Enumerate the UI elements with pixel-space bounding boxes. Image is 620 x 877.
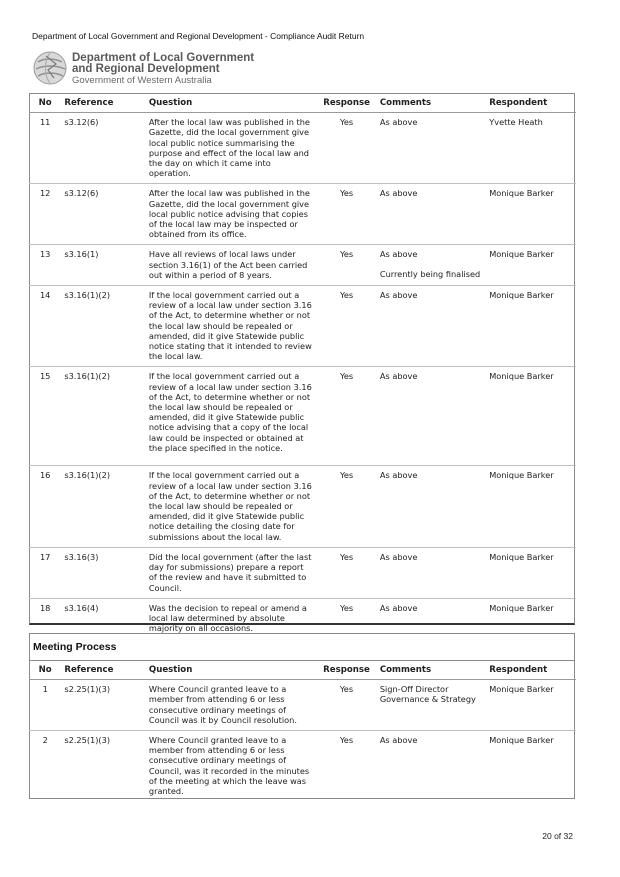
row-question: If the local government carried out a review of a local law under section 3.16 of the Act, to determine whether or not the local law should be repealed or amended, did it give Statewide public notice advising that a copy of the local law could be inspected or obtained at the place specified in the notice.	[148, 371, 312, 453]
row-respondent: Monique Barker	[489, 188, 554, 199]
row-reference: s3.12(6)	[64, 117, 99, 128]
row-reference: s3.16(1)(2)	[64, 290, 111, 301]
row-reference: s3.16(1)	[64, 249, 99, 260]
row-comments	[377, 245, 486, 286]
header-response: Response	[323, 98, 370, 108]
logo-line-3: Government of Western Australia	[72, 75, 212, 86]
row-no: 2	[42, 735, 48, 746]
row-question: After the local law was published in the Gazette, did the local government give local public notice advising that copies of the local law may be inspected or obtained from its office.	[148, 188, 310, 240]
header-question: Question	[148, 98, 193, 108]
row-question: Have all reviews of local laws under section 3.16(1) of the Act been carried out within a period of 8 years.	[148, 249, 308, 280]
row-question: If the local government carried out a review of a local law under section 3.16 of the Act, to determine whether or not the local law should be repealed or amended, did it give Statewide public notice detailing the closing date for submissions about the local law.	[148, 470, 312, 542]
header-no: No	[38, 665, 52, 675]
header-response: Response	[323, 665, 370, 675]
logo-line-2: and Regional Development	[72, 63, 220, 75]
header-question: Question	[148, 665, 193, 675]
table-row	[29, 547, 576, 598]
row-comments: As above	[379, 551, 418, 562]
table-header-row	[29, 94, 576, 113]
row-reference: s3.16(1)(2)	[64, 371, 111, 382]
row-question: Where Council granted leave to a member from attending 6 or less consecutive ordinary meetings of Council, was it recorded in the minutes of the meeting at which the leave was granted.	[148, 735, 310, 797]
row-no: 12	[39, 188, 51, 199]
table-row	[29, 731, 576, 802]
row-respondent: Yvette Heath	[489, 117, 543, 128]
row-no: 13	[39, 249, 51, 260]
row-respondent: Monique Barker	[489, 684, 554, 695]
row-comments: Sign-Off Director Governance & Strategy	[379, 684, 476, 705]
header-reference: Reference	[64, 98, 114, 108]
row-response: Yes	[339, 249, 354, 260]
table-header-row	[29, 661, 576, 680]
row-no: 14	[39, 290, 51, 301]
row-comment-text: As above	[379, 249, 418, 260]
header-respondent: Respondent	[489, 665, 548, 675]
logo-line-1: Department of Local Government	[72, 52, 255, 64]
table-row	[29, 466, 576, 547]
row-reference: s3.16(1)(2)	[64, 470, 111, 481]
row-reference: s2.25(1)(3)	[64, 735, 111, 746]
row-response: Yes	[339, 551, 354, 562]
row-comments: As above	[379, 290, 418, 301]
row-respondent: Monique Barker	[489, 290, 554, 301]
row-response: Yes	[339, 684, 354, 695]
row-comments: As above	[379, 735, 418, 746]
row-response: Yes	[339, 117, 354, 128]
row-comments: As above	[379, 470, 418, 481]
table-row	[29, 184, 576, 245]
table-row	[29, 113, 576, 184]
row-respondent: Monique Barker	[489, 602, 554, 613]
row-reference: s2.25(1)(3)	[64, 684, 111, 695]
row-question: Did the local government (after the last day for submissions) prepare a report of the review and have it submitted to Council.	[148, 551, 312, 593]
row-response: Yes	[339, 735, 354, 746]
table-row	[29, 680, 576, 731]
header-comments: Comments	[379, 98, 432, 108]
header-respondent: Respondent	[489, 98, 548, 108]
meeting-process-table	[29, 661, 576, 801]
row-respondent: Monique Barker	[489, 249, 554, 260]
row-comment-note: Currently being finalised	[379, 268, 481, 279]
page-number: 20 of 32	[542, 831, 573, 841]
table-row	[29, 245, 576, 286]
row-reference: s3.16(4)	[64, 602, 99, 613]
row-no: 15	[39, 371, 51, 382]
row-response: Yes	[339, 602, 354, 613]
table-row	[29, 367, 576, 466]
header-comments: Comments	[379, 665, 432, 675]
row-question: Where Council granted leave to a member from attending 6 or less consecutive ordinary meetings of Council was it by Council resolution.	[148, 684, 297, 725]
row-question: After the local law was published in the Gazette, did the local government give local public notice summarising the purpose and effect of the local law and the day on which it came into operation.	[148, 117, 310, 179]
row-respondent: Monique Barker	[489, 470, 554, 481]
header-reference: Reference	[64, 665, 114, 675]
local-laws-table	[29, 94, 576, 638]
row-reference: s3.12(6)	[64, 188, 99, 199]
row-question: Was the decision to repeal or amend a local law determined by absolute majority on all occasions.	[148, 602, 307, 634]
row-no: 18	[39, 602, 51, 613]
row-response: Yes	[339, 290, 354, 301]
row-respondent: Monique Barker	[489, 551, 554, 562]
row-comments: As above	[379, 117, 418, 128]
row-no: 16	[39, 470, 51, 481]
row-question: If the local government carried out a review of a local law under section 3.16 of the Act, to determine whether or not the local law should be repealed or amended, did it give Statewide public notice stating that it intended to review the local law.	[148, 290, 312, 362]
row-respondent: Monique Barker	[489, 735, 554, 746]
row-comments: As above	[379, 371, 418, 382]
globe-logo-icon	[32, 50, 68, 86]
row-reference: s3.16(3)	[64, 551, 99, 562]
row-comments: As above	[379, 188, 418, 199]
department-logo	[32, 50, 262, 90]
row-response: Yes	[339, 188, 354, 199]
row-response: Yes	[339, 371, 354, 382]
header-no: No	[38, 98, 52, 108]
row-comments: As above	[379, 602, 418, 613]
section-title: Meeting Process	[33, 641, 117, 653]
row-response: Yes	[339, 470, 354, 481]
row-respondent: Monique Barker	[489, 371, 554, 382]
row-no: 17	[39, 551, 51, 562]
row-no: 11	[39, 117, 51, 128]
table-row	[29, 286, 576, 367]
running-header: Department of Local Government and Regional Development - Compliance Audit Return	[32, 31, 365, 41]
row-no: 1	[42, 684, 48, 695]
